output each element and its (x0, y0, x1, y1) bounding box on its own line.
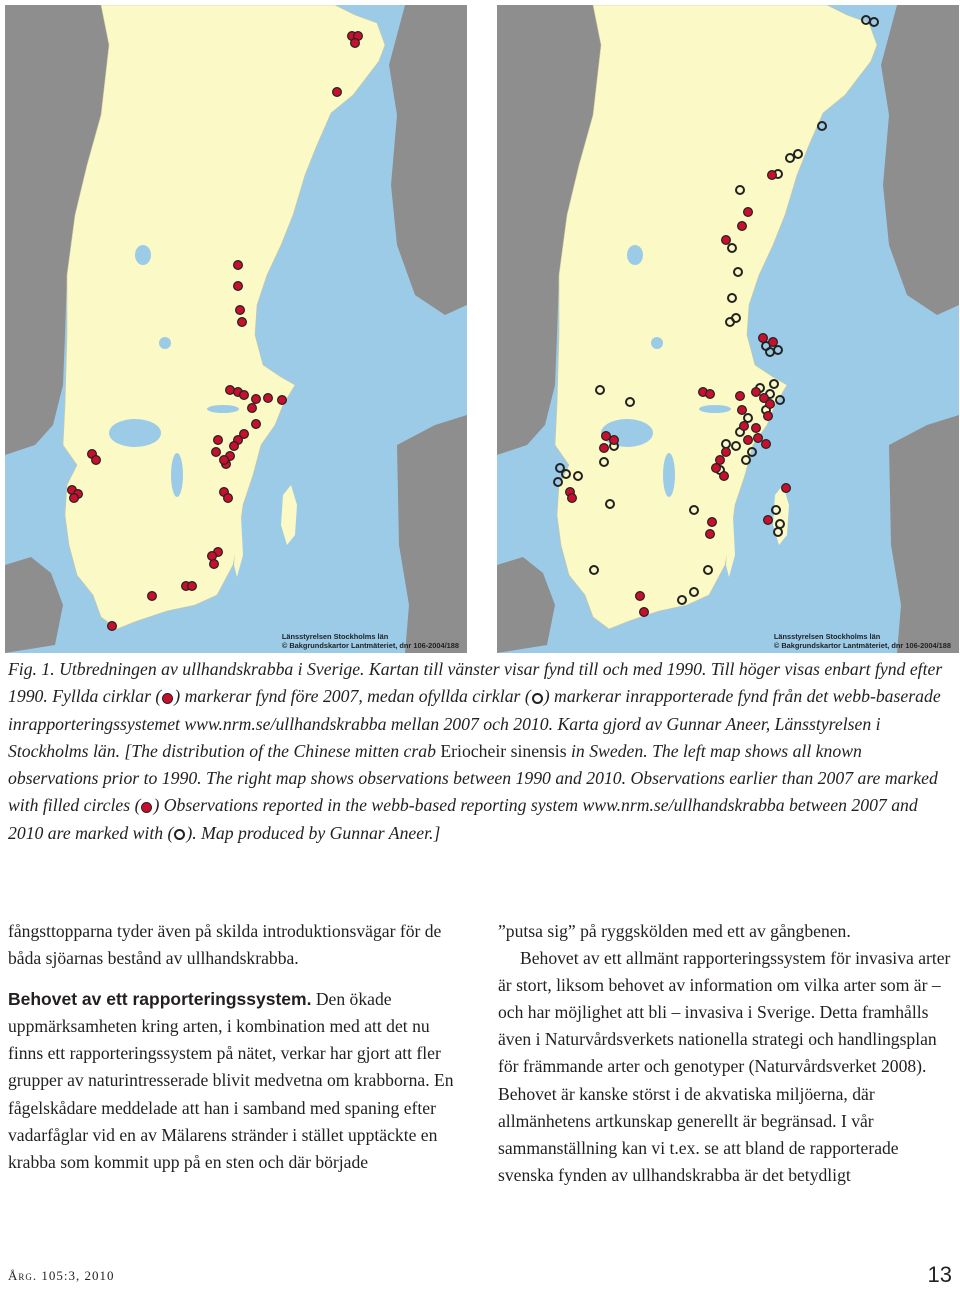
right-paragraph-2: Behovet av ett allmänt rapporteringssystem för invasiva arter är stort, liksom behovet av information om vilka arter som är – och har möjlighet att bli – invasiva i Sverige. Detta framhålls även i Naturvårdsverkets nationella strategi och handlingsplan för främmande arter och genotyper (Naturvårdsverket 2008). Behovet är kanske störst i de akvatiska miljöerna, där allmänhetens artkunskap generellt är begränsad. I vår sammanställning kan vi t.ex. se att bland de rapporterade svenska fynden av ullhandskrabba är det betydligt (498, 948, 951, 1185)
filled-observation-marker (108, 622, 117, 631)
filled-observation-marker (248, 404, 257, 413)
filled-observation-marker (92, 456, 101, 465)
lake-malaren (699, 405, 731, 413)
filled-observation-marker (706, 530, 715, 539)
filled-observation-marker (224, 494, 233, 503)
filled-observation-marker (568, 494, 577, 503)
caption-part3: ) markerar inrapporterade fynd från det webb-baserade inrapporteringssystemet www.nrm.se/ullhandskrabba mellan 2007 och 2010. Karta gjord av Gunnar Aneer, Länsstyrelsen i Stockholms län. [The distribution of the Chinese mitten crab (8, 686, 941, 761)
map-credit-right (774, 632, 951, 650)
filled-observation-marker (744, 208, 753, 217)
filled-observation-marker (252, 420, 261, 429)
filled-observation-marker (766, 400, 775, 409)
filled-observation-marker (240, 391, 249, 400)
filled-observation-marker (762, 440, 771, 449)
left-paragraph-2 (8, 986, 463, 1176)
filled-observation-marker (706, 390, 715, 399)
filled-observation-marker (708, 518, 717, 527)
filled-observation-marker (752, 424, 761, 433)
caption-part2: ) markerar fynd före 2007, medan ofyllda cirklar ( (174, 686, 531, 707)
filled-observation-marker (230, 442, 239, 451)
filled-observation-marker (754, 434, 763, 443)
credit-line-1: Länsstyrelsen Stockholms län (773, 632, 881, 641)
filled-observation-marker (278, 396, 287, 405)
filled-observation-marker (214, 436, 223, 445)
credit-line-1: Länsstyrelsen Stockholms län (281, 632, 389, 641)
filled-observation-marker (712, 464, 721, 473)
section-heading: Behovet av ett rapporteringssystem. (8, 989, 312, 1010)
map-left-svg (5, 5, 467, 653)
map-left (5, 5, 467, 653)
filled-circle-icon (162, 693, 173, 704)
lake-vanern (109, 419, 161, 447)
filled-observation-marker (740, 422, 749, 431)
filled-observation-marker (610, 436, 619, 445)
filled-observation-marker (764, 516, 773, 525)
filled-observation-marker (768, 171, 777, 180)
body-column-left (8, 918, 463, 1176)
filled-observation-marker (600, 444, 609, 453)
caption-part5: ) Observations reported in the webb-based reporting system www.nrm.se/ullhandskrabba between 2007 and 2010 are marked with ( (8, 795, 918, 843)
filled-observation-marker (351, 39, 360, 48)
filled-observation-marker (764, 412, 773, 421)
filled-observation-marker (188, 582, 197, 591)
filled-circle-icon (141, 802, 152, 813)
lake-siljan (159, 337, 171, 349)
filled-observation-marker (640, 608, 649, 617)
open-circle-icon (532, 693, 543, 704)
filled-observation-marker (738, 406, 747, 415)
lake-storsjon (135, 245, 151, 265)
lake-vattern (171, 453, 183, 497)
body-column-right (498, 918, 953, 1189)
filled-observation-marker (264, 394, 273, 403)
open-circle-icon (174, 829, 185, 840)
right-paragraph-1: ”putsa sig” på ryggskölden med ett av gångbenen. (498, 921, 851, 941)
filled-observation-marker (738, 222, 747, 231)
map-credit-left (282, 632, 459, 650)
filled-observation-marker (720, 472, 729, 481)
filled-observation-marker (636, 592, 645, 601)
filled-observation-marker (744, 436, 753, 445)
filled-observation-marker (70, 494, 79, 503)
lake-vattern (663, 453, 675, 497)
lake-storsjon (627, 245, 643, 265)
filled-observation-marker (736, 392, 745, 401)
left-paragraph-1: fångsttopparna tyder även på skilda introduktionsvägar för de båda sjöarnas bestånd av ullhandskrabba. (8, 921, 442, 969)
lake-siljan (651, 337, 663, 349)
filled-observation-marker (602, 432, 611, 441)
filled-observation-marker (722, 448, 731, 457)
filled-observation-marker (782, 484, 791, 493)
filled-observation-marker (212, 448, 221, 457)
filled-observation-marker (148, 592, 157, 601)
caption-text (8, 656, 954, 847)
map-right-svg (497, 5, 959, 653)
caption-part4: in Sweden. The left map shows all known observations prior to 1990. The right map shows observations between 1990 and 2010. Observations earlier than 2007 are marked with filled circles ( (8, 740, 938, 816)
filled-observation-marker (752, 388, 761, 397)
filled-observation-marker (208, 552, 217, 561)
lake-malaren (207, 405, 239, 413)
filled-observation-marker (716, 456, 725, 465)
caption-latin: Eriocheir sinensis (440, 740, 567, 761)
filled-observation-marker (759, 334, 768, 343)
filled-observation-marker (333, 88, 342, 97)
map-right (497, 5, 959, 653)
filled-observation-marker (252, 395, 261, 404)
filled-observation-marker (234, 282, 243, 291)
filled-observation-marker (234, 261, 243, 270)
filled-observation-marker (226, 386, 235, 395)
filled-observation-marker (236, 306, 245, 315)
filled-observation-marker (238, 318, 247, 327)
page-number: 13 (927, 1262, 952, 1287)
left-paragraph-2-text: Den ökade uppmärksamheten kring arten, i kombination med att det nu finns ett rapporteringssystem på nätet, verkar har gjort att fler grupper av naturintresserade blivit medvetna om krabborna. En fågelskådare meddelade att han i samband med spaning efter vadarfåglar vid en av Mälarens stränder i stället upptäckte en krabba som kommit upp på en sten och där började (8, 989, 454, 1172)
credit-line-2: © Bakgrundskartor Lantmäteriet, dnr 106-2004/188 (281, 641, 459, 650)
figure-caption (8, 656, 954, 847)
caption-part6: ). Map produced by Gunnar Aneer.] (186, 822, 441, 843)
issue-info: Årg. 105:3, 2010 (8, 1268, 115, 1283)
filled-observation-marker (210, 560, 219, 569)
filled-observation-marker (769, 338, 778, 347)
filled-observation-marker (722, 236, 731, 245)
filled-observation-marker (220, 456, 229, 465)
credit-line-2: © Bakgrundskartor Lantmäteriet, dnr 106-2004/188 (773, 641, 951, 650)
caption-prefix: Fig. 1. Utbredningen av ullhandskrabba i Sverige. Kartan till vänster visar fynd till och med 1990. Till höger visas enbart fynd efter 1990. Fyllda cirklar ( (8, 659, 943, 707)
